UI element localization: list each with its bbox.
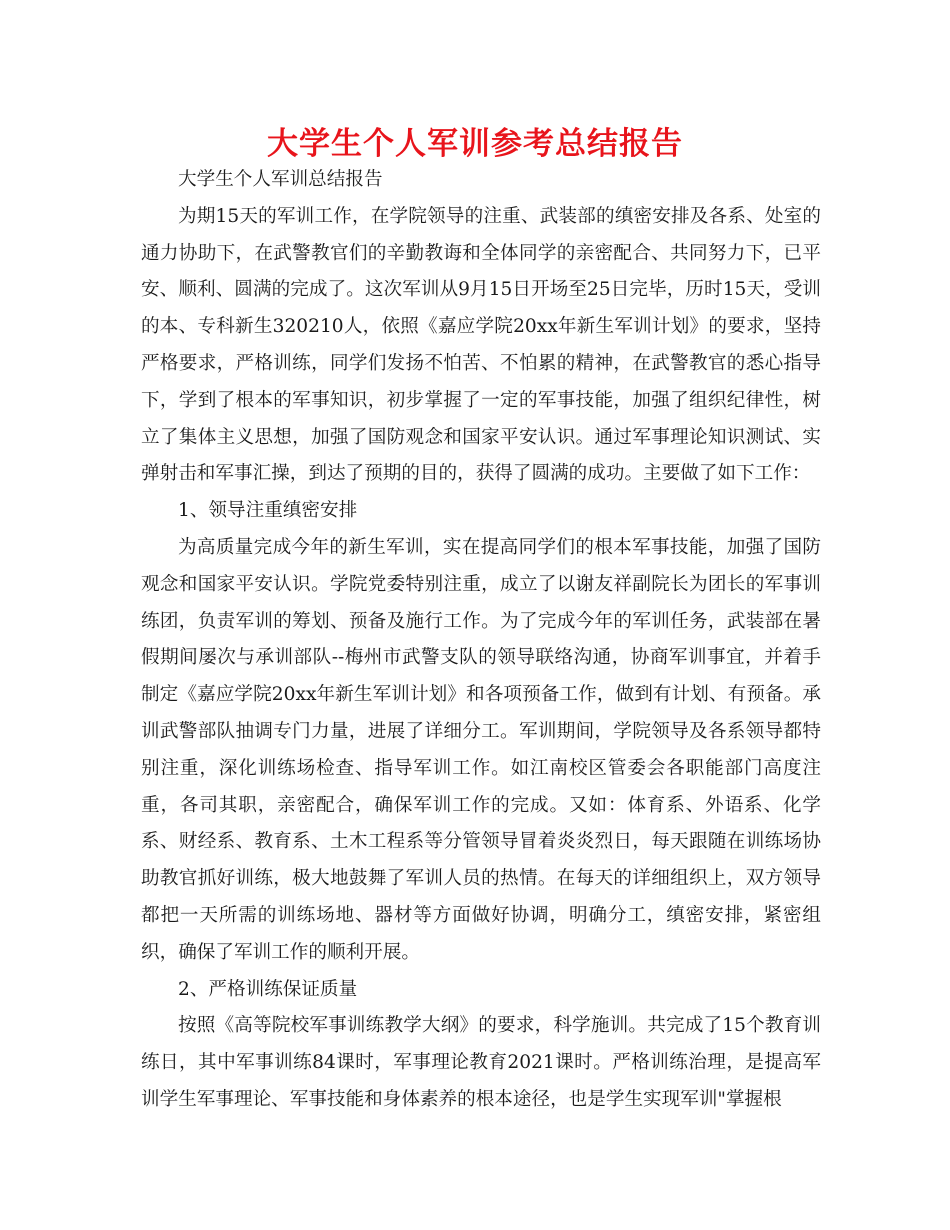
paragraph-intro: 为期15天的军训工作，在学院领导的注重、武装部的缜密安排及各系、处室的通力协助下，在武警教官们的辛勤教诲和全体同学的亲密配合、共同努力下，已平安、顺利、圆满的完成了。这次军训从9月15日开场至25日完毕，历时15天，受训的本、专科新生320210人，依照《嘉应学院20xx年新生军训计划》的要求，坚持严格要求，严格训练，同学们发扬不怕苦、不怕累的精神，在武警教官的悉心指导下，学到了根本的军事知识，初步掌握了一定的军事技能，加强了组织纪律性，树立了集体主义思想，加强了国防观念和国家平安认识。通过军事理论知识测试、实弹射击和军事汇操，到达了预期的目的，获得了圆满的成功。主要做了如下工作： (141, 205, 821, 485)
paragraph-section-2: 按照《高等院校军事训练教学大纲》的要求，科学施训。共完成了15个教育训练日，其中军事训练84课时，军事理论教育2021课时。严格训练治理，是提高军训学生军事理论、军事技能和身体素养的根本途径，也是学生实现军训"掌握根 (141, 1015, 821, 1110)
section-heading-2: 2、严格训练保证质量 (178, 978, 358, 1000)
document-title: 大学生个人军训参考总结报告 (267, 126, 683, 162)
section-heading-1: 1、领导注重缜密安排 (178, 500, 358, 522)
paragraph-subtitle: 大学生个人军训总结报告 (178, 169, 383, 190)
document-body (141, 162, 821, 1119)
paragraph-section-1: 为高质量完成今年的新生军训，实在提高同学们的根本军事技能，加强了国防观念和国家平安认识。学院党委特别注重，成立了以谢友祥副院长为团长的军事训练团，负责军训的筹划、预备及施行工作。为了完成今年的军训任务，武装部在暑假期间屡次与承训部队--梅州市武警支队的领导联络沟通，协商军训事宜，并着手制定《嘉应学院20xx年新生军训计划》和各项预备工作，做到有计划、有预备。承训武警部队抽调专门力量，进展了详细分工。军训期间，学院领导及各系领导都特别注重，深化训练场检查、指导军训工作。如江南校区管委会各职能部门高度注重，各司其职，亲密配合，确保军训工作的完成。又如：体育系、外语系、化学系、财经系、教育系、土木工程系等分管领导冒着炎炎烈日，每天跟随在训练场协助教官抓好训练，极大地鼓舞了军训人员的热情。在每天的详细组织上，双方领导都把一天所需的训练场地、器材等方面做好协调，明确分工，缜密安排，紧密组织，确保了军训工作的顺利开展。 (141, 536, 821, 963)
